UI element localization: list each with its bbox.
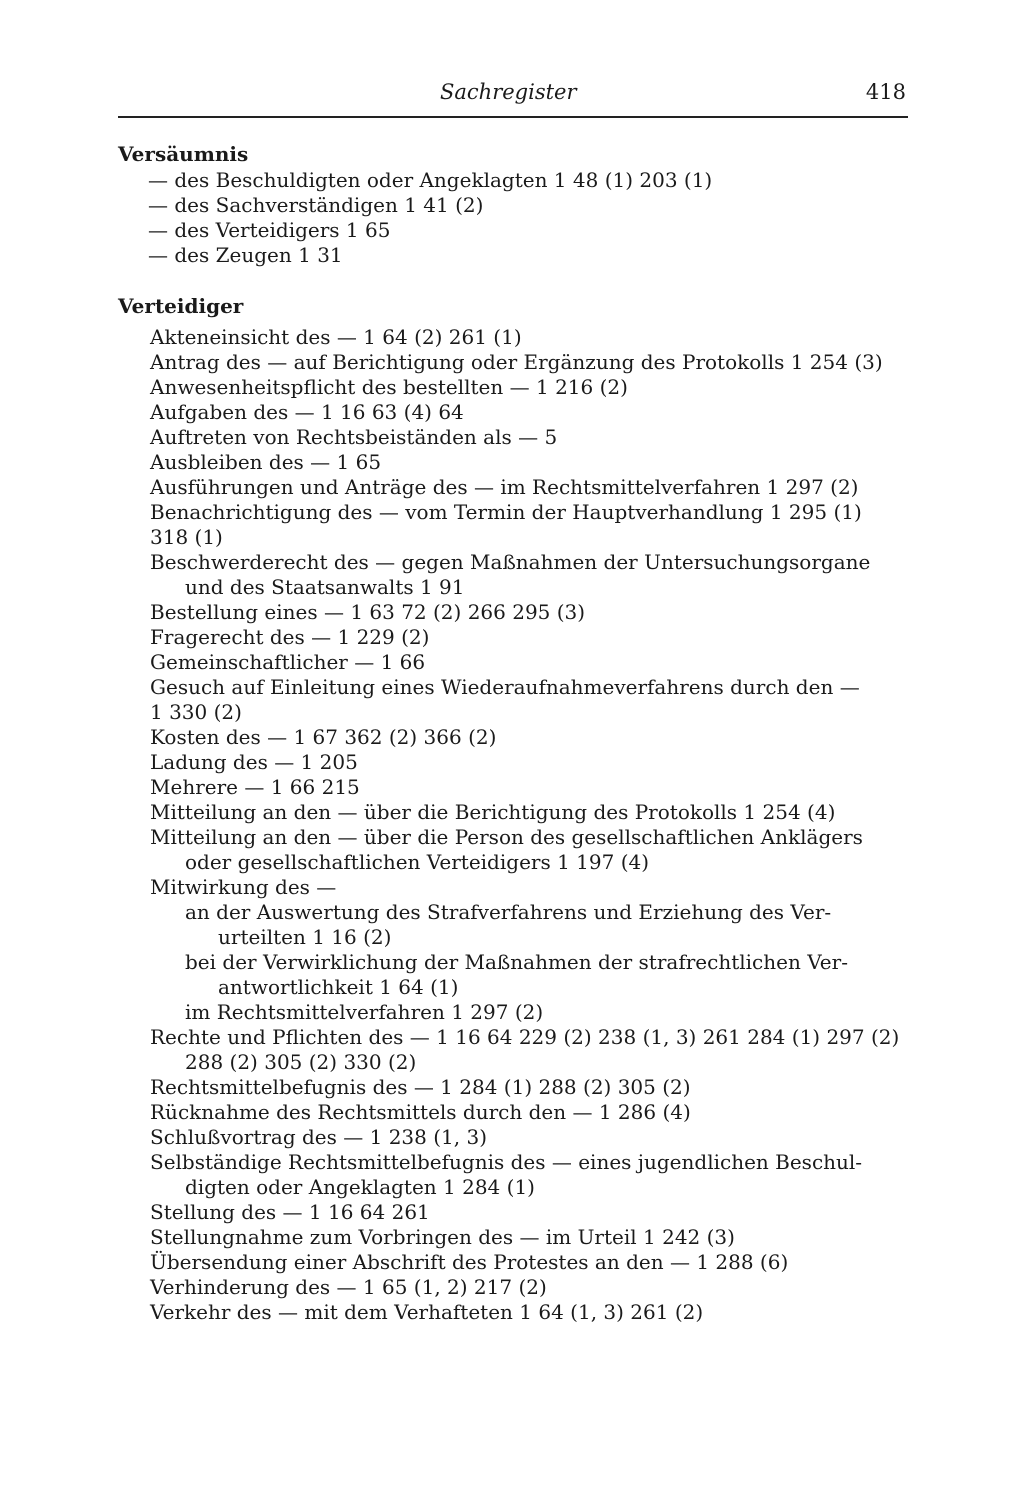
- index-entry: Selbständige Rechtsmittelbefugnis des — eines jugendlichen Beschul-: [150, 1150, 863, 1174]
- section-heading: Versäumnis: [118, 142, 249, 166]
- index-entry: Antrag des — auf Berichtigung oder Ergänzung des Protokolls 1 254 (3): [150, 350, 883, 374]
- index-entry: — des Zeugen 1 31: [148, 243, 343, 267]
- index-entry: Auftreten von Rechtsbeiständen als — 5: [150, 425, 558, 449]
- index-entry: Anwesenheitspflicht des bestellten — 1 216 (2): [150, 375, 628, 399]
- running-title: Sachregister: [440, 80, 577, 104]
- index-entry: Stellungnahme zum Vorbringen des — im Urteil 1 242 (3): [150, 1225, 735, 1249]
- index-entry-continuation: 318 (1): [150, 525, 223, 549]
- index-entry: Fragerecht des — 1 229 (2): [150, 625, 430, 649]
- index-entry: Stellung des — 1 16 64 261: [150, 1200, 430, 1224]
- index-content: [118, 142, 918, 1325]
- index-entry: — des Verteidigers 1 65: [148, 218, 391, 242]
- index-section-versaeumnis: [118, 142, 918, 268]
- index-entry: Mehrere — 1 66 215: [150, 775, 360, 799]
- index-entry-continuation: und des Staatsanwalts 1 91: [185, 575, 465, 599]
- index-entry: Übersendung einer Abschrift des Protestes an den — 1 288 (6): [150, 1250, 789, 1274]
- index-entry: Aufgaben des — 1 16 63 (4) 64: [150, 400, 464, 424]
- index-entry: Beschwerderecht des — gegen Maßnahmen der Untersuchungsorgane: [150, 550, 871, 574]
- index-subentry-continuation: antwortlichkeit 1 64 (1): [218, 975, 459, 999]
- index-entry: Kosten des — 1 67 362 (2) 366 (2): [150, 725, 497, 749]
- index-subentry-continuation: urteilten 1 16 (2): [218, 925, 392, 949]
- index-entry: Schlußvortrag des — 1 238 (1, 3): [150, 1125, 488, 1149]
- index-entry: Bestellung eines — 1 63 72 (2) 266 295 (3): [150, 600, 586, 624]
- index-entry-continuation: 288 (2) 305 (2) 330 (2): [185, 1050, 417, 1074]
- index-entry: Ausbleiben des — 1 65: [150, 450, 382, 474]
- section-heading: Verteidiger: [118, 294, 244, 318]
- index-entry-continuation: digten oder Angeklagten 1 284 (1): [185, 1175, 535, 1199]
- index-entry: Mitteilung an den — über die Berichtigung des Protokolls 1 254 (4): [150, 800, 836, 824]
- index-entry: Verkehr des — mit dem Verhafteten 1 64 (1, 3) 261 (2): [150, 1300, 704, 1324]
- index-entry: Rücknahme des Rechtsmittels durch den — 1 286 (4): [150, 1100, 691, 1124]
- index-entry: Verhinderung des — 1 65 (1, 2) 217 (2): [150, 1275, 547, 1299]
- page-number: 418: [865, 80, 906, 104]
- index-entry: Gemeinschaftlicher — 1 66: [150, 650, 426, 674]
- running-header: [118, 76, 908, 118]
- index-entry: Rechte und Pflichten des — 1 16 64 229 (2) 238 (1, 3) 261 284 (1) 297 (2): [150, 1025, 900, 1049]
- index-entry: — des Beschuldigten oder Angeklagten 1 48 (1) 203 (1): [148, 168, 713, 192]
- index-subentry: im Rechtsmittelverfahren 1 297 (2): [185, 1000, 544, 1024]
- index-entry: Rechtsmittelbefugnis des — 1 284 (1) 288 (2) 305 (2): [150, 1075, 691, 1099]
- index-subentry: bei der Verwirklichung der Maßnahmen der strafrechtlichen Ver-: [185, 950, 848, 974]
- index-entry: Mitteilung an den — über die Person des gesellschaftlichen Anklägers: [150, 825, 863, 849]
- index-entry: Akteneinsicht des — 1 64 (2) 261 (1): [150, 325, 522, 349]
- index-section-verteidiger: [118, 294, 918, 1325]
- index-subentry: an der Auswertung des Strafverfahrens und Erziehung des Ver-: [185, 900, 832, 924]
- index-entry: Mitwirkung des —: [150, 875, 337, 899]
- index-entry: Ausführungen und Anträge des — im Rechtsmittelverfahren 1 297 (2): [150, 475, 859, 499]
- index-entry: Gesuch auf Einleitung eines Wiederaufnahmeverfahrens durch den —: [150, 675, 860, 699]
- index-entry: — des Sachverständigen 1 41 (2): [148, 193, 484, 217]
- index-entry-continuation: oder gesellschaftlichen Verteidigers 1 197 (4): [185, 850, 650, 874]
- index-entry: Ladung des — 1 205: [150, 750, 358, 774]
- index-entry: Benachrichtigung des — vom Termin der Hauptverhandlung 1 295 (1): [150, 500, 862, 524]
- index-entry-continuation: 1 330 (2): [150, 700, 242, 724]
